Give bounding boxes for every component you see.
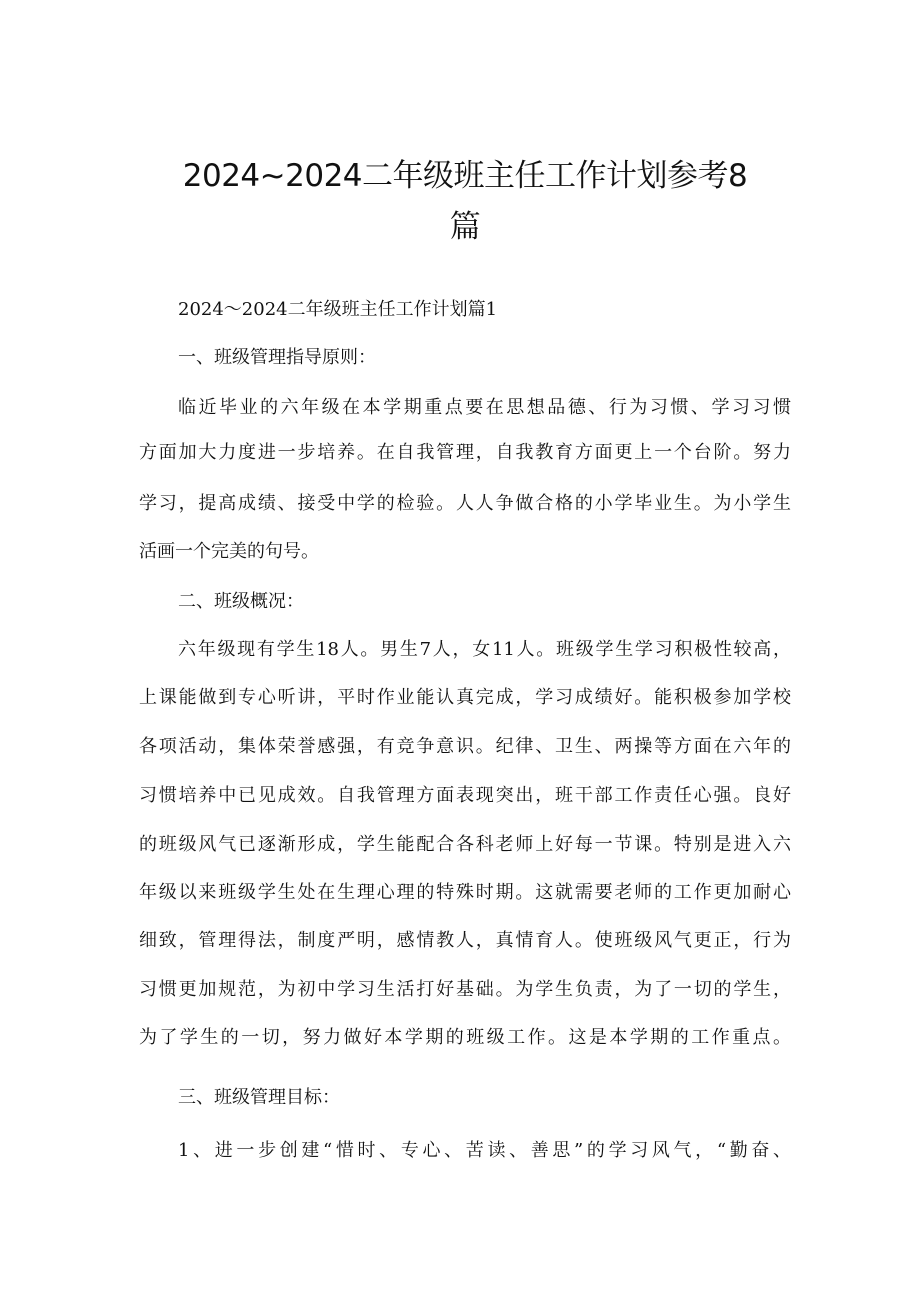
paragraph-line: 1、进一步创建“惜时、专心、苦读、善思”的学习风气，“勤奋、 — [178, 1140, 791, 1161]
heading-guiding-principles: 一、班级管理指导原则： — [178, 347, 376, 368]
paragraph-line: 年级以来班级学生处在生理心理的特殊时期。这就需要老师的工作更加耐心 — [139, 882, 791, 903]
paragraph-line: 细致，管理得法，制度严明，感情教人，真情育人。使班级风气更正，行为 — [139, 930, 791, 951]
paragraph-line: 学习，提高成绩、接受中学的检验。人人争做合格的小学毕业生。为小学生 — [139, 493, 791, 514]
paragraph-line: 的班级风气已逐渐形成，学生能配合各科老师上好每一节课。特别是进入六 — [139, 834, 791, 855]
paragraph-line: 习惯更加规范，为初中学习生活打好基础。为学生负责，为了一切的学生， — [139, 979, 791, 1000]
paragraph-line: 为了学生的一切，努力做好本学期的班级工作。这是本学期的工作重点。 — [139, 1027, 791, 1048]
paragraph-line: 活画一个完美的句号。 — [139, 541, 319, 562]
document-title-line-2: 篇 — [449, 209, 481, 245]
paragraph-line: 临近毕业的六年级在本学期重点要在思想品德、行为习惯、学习习惯 — [178, 397, 791, 418]
paragraph-line: 方面加大力度进一步培养。在自我管理，自我教育方面更上一个台阶。努力 — [139, 442, 791, 463]
heading-class-overview: 二、班级概况： — [178, 591, 304, 612]
paragraph-line: 各项活动，集体荣誉感强，有竞争意识。纪律、卫生、两操等方面在六年的 — [139, 736, 791, 757]
paragraph-line: 六年级现有学生18人。男生7人，女11人。班级学生学习积极性较高， — [178, 639, 791, 660]
document-title-line-1: 2024~2024二年级班主任工作计划参考8 — [182, 158, 748, 194]
section-heading: 2024～2024二年级班主任工作计划篇1 — [178, 299, 498, 320]
paragraph-line: 习惯培养中已见成效。自我管理方面表现突出，班干部工作责任心强。良好 — [139, 785, 791, 806]
heading-management-goals: 三、班级管理目标： — [178, 1087, 340, 1108]
paragraph-line: 上课能做到专心听讲，平时作业能认真完成，学习成绩好。能积极参加学校 — [139, 687, 791, 708]
